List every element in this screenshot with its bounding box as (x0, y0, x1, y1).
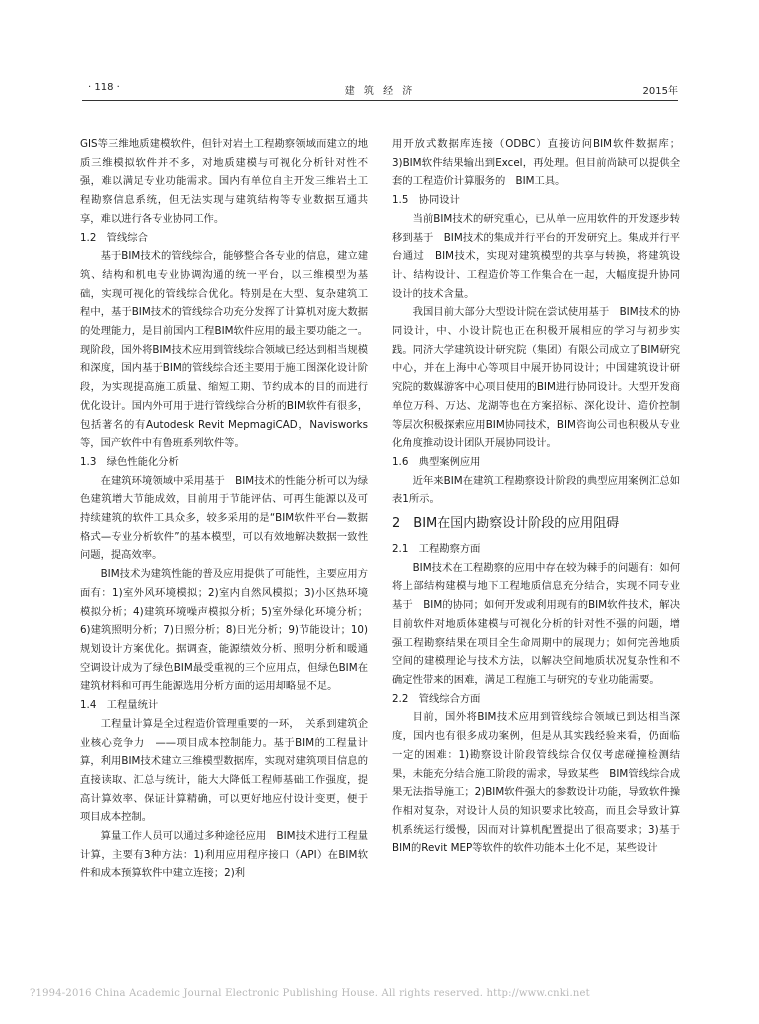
section-heading-1-2: 1.2 管线综合 (80, 231, 148, 244)
paragraph: BIM技术为建筑性能的普及应用提供了可能性，主要应用方面有：1)室外风环境模拟；2)室内自然风模拟；3)小区热环境模拟分析；4)建筑环境噪声模拟分析；5)室外绿化环境分析；6)建筑照明分析；7)日照分析；8)日光分析；9)节能设计；10)规划设计方案优化。据调查，能源绩效分析、照明分析和暖通空调设计成为了绿色BIM最受重视的三个应用点，但绿色BIM在建筑材料和可再生能源选用分析方面的运用却略显不足。 (80, 568, 368, 693)
page-number: · 118 · (88, 82, 120, 93)
publication-year: 2015年 (642, 86, 678, 97)
page-header (82, 82, 678, 100)
left-column (80, 135, 368, 883)
section-heading-1-4: 1.4 工程量统计 (80, 699, 159, 712)
paragraph: 目前，国外将BIM技术应用到管线综合领域已到达相当深度，国内也有很多成功案例，但是从其实践经验来看，仍面临一定的困难：1)勘察设计阶段管线综合仅仅考虑碰撞检测结果，未能充分结合施工阶段的需求，导致某些 BIM管线综合成果无法指导施工；2)BIM软件强大的参数设计功能，导致软件操作相对复杂，对设计人员的知识要求比较高，而且会导致计算机系统运行缓慢，因而对计算机配置提出了很高要求；3)基于BIM的Revit MEP等软件的软件功能本土化不足，某些设计 (392, 711, 680, 855)
section-heading-2-1: 2.1 工程勘察方面 (392, 543, 481, 556)
section-heading-2-2: 2.2 管线综合方面 (392, 692, 481, 705)
paragraph: 用开放式数据库连接（ODBC）直接访问BIM软件数据库；3)BIM软件结果输出到Excel，再处理。但目前尚缺可以提供全套的工程造价计算服务的 BIM工具。 (392, 138, 680, 188)
section-heading-1-5: 1.5 协同设计 (392, 194, 460, 207)
journal-name: 建 筑 经 济 (344, 86, 416, 97)
paragraph: 在建筑环境领域中采用基于 BIM技术的性能分析可以为绿色建筑增大节能成效，目前用于节能评估、可再生能源以及可持续建筑的软件工具众多，较多采用的是“BIM软件平台—数据格式—专业分析软件”的基本模型，可以有效地解决数据一致性问题，提高效率。 (80, 474, 368, 562)
section-heading-2: 2 BIM在国内勘察设计阶段的应用阻碍 (392, 516, 620, 532)
copyright-footer: ?1994-2016 China Academic Journal Electronic Publishing House. All rights reserved. http://www.cnki.net (30, 988, 590, 999)
paragraph: 算量工作人员可以通过多种途径应用 BIM技术进行工程量计算，主要有3种方法：1)利用应用程序接口（API）在BIM软件和成本预算软件中建立连接；2)利 (80, 830, 368, 880)
paragraph: GIS等三维地质建模软件，但针对岩土工程勘察领域而建立的地质三维模拟软件并不多，对地质建模与可视化分析针对性不强，难以满足专业功能需求。国内有单位自主开发三维岩土工程勘察信息系统，但无法实现与建筑结构等专业数据互通共享，难以进行各专业协同工作。 (80, 138, 368, 225)
section-heading-1-3: 1.3 绿色性能化分析 (80, 455, 179, 468)
paragraph: 工程量计算是全过程造价管理重要的一环， 关系到建筑企业核心竞争力 ——项目成本控制能力。基于BIM的工程量计算，利用BIM技术建立三维模型数据库，实现对建筑项目信息的直接读取、汇总与统计，能大大降低工程师基础工作强度，提高计算效率、保证计算精确，可以更好地应付设计变更，便于项目成本控制。 (80, 717, 368, 824)
paragraph: 近年来BIM在建筑工程勘察设计阶段的典型应用案例汇总如表1所示。 (392, 474, 680, 506)
paragraph: BIM技术在工程勘察的应用中存在较为棘手的问题有：如何将上部结构建模与地下工程地质信息充分结合，实现不同专业基于 BIM的协同；如何开发或利用现有的BIM软件技术，解决目前软件对地质体建模与可视化分析的针对性不强的问题，增强工程勘察结果在项目全生命周期中的展现力；如何完善地质空间的建模理论与技术方法，以解决空间地质状况复杂性和不确定性带来的困难，满足工程施工与研究的专业功能需要。 (392, 561, 680, 686)
paragraph: 我国目前大部分大型设计院在尝试使用基于 BIM技术的协同设计，中、小设计院也正在积极开展相应的学习与初步实践。同济大学建筑设计研究院（集团）有限公司成立了BIM研究中心，并在上海中心等项目中展开协同设计；中国建筑设计研究院的数媒游客中心项目使用的BIM进行协同设计。大型开发商单位万科、万达、龙湖等也在方案招标、深化设计、造价控制等层次积极探索应用BIM协同技术，BIM咨询公司也积极从专业化角度推动设计团队开展协同设计。 (392, 306, 680, 450)
right-column (392, 135, 680, 858)
section-heading-1-6: 1.6 典型案例应用 (392, 455, 481, 468)
paragraph: 基于BIM技术的管线综合，能够整合各专业的信息，建立建筑、结构和机电专业协调沟通的统一平台，以三维模型为基础，实现可视化的管线综合优化。特别是在大型、复杂建筑工程中，基于BIM技术的管线综合功充分发挥了计算机对庞大数据的处理能力，是目前国内工程BIM软件应用的最主要功能之一。现阶段，国外将BIM技术应用到管线综合领域已经达到相当规模和深度，国内基于BIM的管线综合还主要用于施工图深化设计阶段，为实现提高施工质量、缩短工期、节约成本的目的而进行优化设计。国内外可用于进行管线综合分析的BIM软件有很多，包括著名的有Autodesk Revit MepmagiCAD，Navisworks等，国产软件中有鲁班系列软件等。 (80, 250, 368, 450)
paragraph: 当前BIM技术的研究重心，已从单一应用软件的开发逐步转移到基于 BIM技术的集成并行平台的开发研究上。集成并行平台通过 BIM技术，实现对建筑模型的共享与转换，将建筑设计、结构设计、工程造价等工作集合在一起，大幅度提升协同设计的技术含量。 (392, 212, 680, 300)
header-rule (82, 100, 678, 101)
